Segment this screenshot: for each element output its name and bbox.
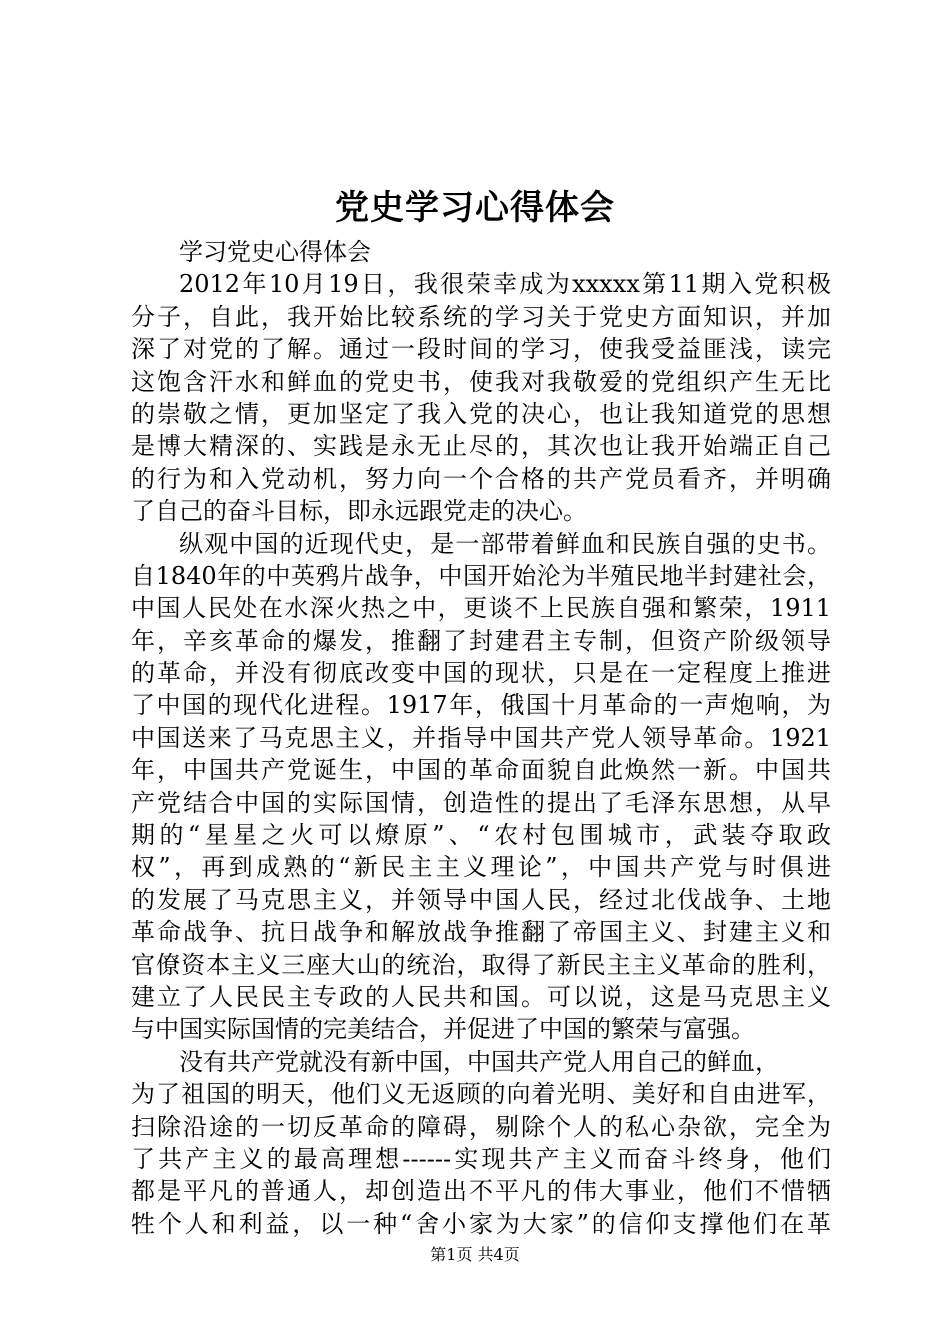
text-line: 的行为和入党动机，努力向一个合格的共产党员看齐，并明确 xyxy=(131,464,831,493)
text-line: 扫除沿途的一切反革命的障碍，剔除个人的私心杂欲，完全为 xyxy=(131,1112,831,1141)
text-line: 了自己的奋斗目标，即永远跟党走的决心。 xyxy=(131,497,587,526)
document-title: 党史学习心得体会 xyxy=(335,188,615,228)
text-line: 权”，再到成熟的“新民主主义理论”，中国共产党与时俱进 xyxy=(131,853,831,882)
text-line: 的发展了马克思主义，并领导中国人民，经过北伐战争、土地 xyxy=(131,885,831,914)
text-line: 的革命，并没有彻底改变中国的现状，只是在一定程度上推进 xyxy=(131,659,831,688)
text-line: 这饱含汗水和鲜血的党史书，使我对我敬爱的党组织产生无比 xyxy=(131,367,831,396)
text-line: 年，中国共产党诞生，中国的革命面貌自此焕然一新。中国共 xyxy=(131,756,831,785)
text-line: 自1840年的中英鸦片战争，中国开始沦为半殖民地半封建社会， xyxy=(131,561,831,590)
text-line: 革命战争、抗日战争和解放战争推翻了帝国主义、封建主义和 xyxy=(131,918,831,947)
text-line: 2012年10月19日，我很荣幸成为xxxxx第11期入党积极 xyxy=(179,270,831,299)
text-line: 官僚资本主义三座大山的统治，取得了新民主主义革命的胜利， xyxy=(131,950,831,979)
text-line: 中国人民处在水深火热之中，更谈不上民族自强和繁荣，1911 xyxy=(131,594,831,623)
text-line: 了中国的现代化进程。1917年，俄国十月革命的一声炮响，为 xyxy=(131,691,831,720)
text-line: 的崇敬之情，更加坚定了我入党的决心，也让我知道党的思想 xyxy=(131,399,831,428)
text-line: 期的“星星之火可以燎原”、“农村包围城市，武装夺取政 xyxy=(131,821,831,850)
text-line: 没有共产党就没有新中国，中国共产党人用自己的鲜血， xyxy=(179,1047,779,1076)
text-line: 是博大精深的、实践是永无止尽的，其次也让我开始端正自己 xyxy=(131,432,831,461)
text-line: 牲个人和利益，以一种“舍小家为大家”的信仰支撑他们在革 xyxy=(131,1209,831,1238)
text-line: 了共产主义的最高理想------实现共产主义而奋斗终身，他们 xyxy=(131,1144,831,1173)
text-line: 建立了人民民主专政的人民共和国。可以说，这是马克思主义 xyxy=(131,982,831,1011)
text-line: 中国送来了马克思主义，并指导中国共产党人领导革命。1921 xyxy=(131,723,831,752)
text-line: 与中国实际国情的完美结合，并促进了中国的繁荣与富强。 xyxy=(131,1015,755,1044)
text-line: 年，辛亥革命的爆发，推翻了封建君主专制，但资产阶级领导 xyxy=(131,626,831,655)
page-footer: 第1页 共4页 xyxy=(430,1245,520,1264)
text-line: 产党结合中国的实际国情，创造性的提出了毛泽东思想，从早 xyxy=(131,788,831,817)
text-line: 深了对党的了解。通过一段时间的学习，使我受益匪浅，读完 xyxy=(131,335,831,364)
text-line: 学习党史心得体会 xyxy=(179,238,371,266)
document-body xyxy=(131,236,831,1240)
text-line: 纵观中国的近现代史，是一部带着鲜血和民族自强的史书。 xyxy=(179,529,831,558)
text-line: 分子，自此，我开始比较系统的学习关于党史方面知识，并加 xyxy=(131,302,831,331)
text-line: 为了祖国的明天，他们义无返顾的向着光明、美好和自由进军， xyxy=(131,1080,831,1109)
text-line: 都是平凡的普通人，却创造出不平凡的伟大事业，他们不惜牺 xyxy=(131,1177,831,1206)
